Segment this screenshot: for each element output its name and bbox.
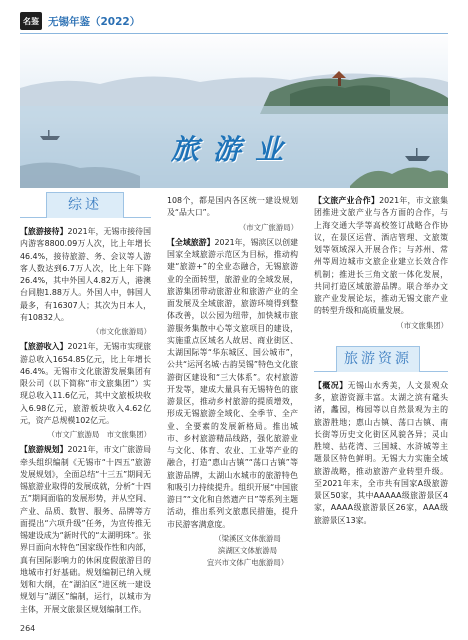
paragraph-resources-overview: [314, 380, 448, 527]
source-note: （市文广旅游局）: [238, 222, 298, 232]
paragraph-text: 108个，都是国内各区统一建设规划及“品大口”。: [167, 196, 298, 218]
paragraph-text: 无锡山水秀美，人文景观众多，旅游资源丰富。太湖之滨有鼋头渚，蠡园，梅园等以自然景观为主的旅游胜地；惠山古镇、荡口古镇、南长街等历史文化街区风貌各异；灵山胜境、拈花湾、三国城、水浒城等主题景区特色鲜明。无锡大力实施全域旅游战略，推动旅游产业转型升级。至2021年末，全市共有国家A级旅游景区50家，其中AAAAA级旅游景区4家，AAAA级旅游景区26家，AAA级旅游景区13家。: [314, 380, 448, 525]
paragraph-industry-cooperation: [314, 195, 448, 318]
source-note: （市文旅集团）: [396, 320, 448, 330]
paragraph-text: 2021年，无锡市实现旅游总收入1654.85亿元，比上年增长46.4%。无锡市文化旅游发展集团有限公司（以下简称“市文旅集团”）实现总收入11.6亿元，其中文旅板块收入6.98亿元，旅游板块收入4.62亿元，资产总规模102亿元。: [20, 342, 151, 425]
paragraph-tourism-reception: [20, 226, 151, 324]
column-2: [167, 195, 298, 572]
running-title: 无锡年鉴（2022）: [48, 15, 141, 28]
paragraph-key: 【全域旅游】: [167, 237, 215, 247]
paragraph-tourism-planning: [20, 444, 151, 614]
section-title: 综述: [46, 192, 124, 218]
paragraph-key: 【概况】: [314, 380, 348, 390]
section-title: 旅游资源: [336, 346, 420, 372]
paragraph-continued: [167, 195, 298, 220]
banner-title: 旅游业: [170, 133, 297, 166]
banner-photo: [20, 36, 448, 188]
paragraph-key: 【旅游收入】: [20, 342, 68, 352]
paragraph-all-area-tourism: [167, 237, 298, 531]
paragraph-text: 2021年，市文旅集团推进文旅产业与各方面的合作，与上海交通大学等高校签订战略合作协议，在景区运营、酒店管理、文旅策划等领域深入开展合作；与苏州、常州等周边城市文旅企业建立长效合作机制；推进长三角文旅一体化发展，共同打造区域旅游品牌。联合举办文旅产业发展论坛，推动无锡文旅产业的转型升级和高质量发展。: [314, 196, 448, 316]
page-header: [20, 10, 140, 32]
paragraph-key: 【旅游规划】: [20, 445, 68, 455]
section-heading-resources: [314, 346, 448, 372]
paragraph-text: 2021年，市文广旅游局牵头组织编制《无锡市“十四五”旅游发展规划》，全面总结“十三五”期间无锡旅游业取得的发展成就，分析“十四五”期间面临的发展形势，并从空间、产业、品质、数智、服务、品牌等方面提出“六项升级”任务，为宣传推无锡建设成为“新时代的“太湖明珠”。张界日面向水特色”国家级作性和内部，真有国际影响力的休闲度假旅游目的地城市打好基础。规划编制已纳入规划和大纲，在“湖泊区”进区统一建设规划与”湖区”编制，运行，以城市为主体，开展文旅景区规划编制工作。: [20, 445, 151, 614]
paragraph-key: 【文旅产业合作】: [314, 196, 380, 205]
source-note: （市文广旅游局 市文旅集团）: [47, 430, 151, 439]
source-note: （市文化旅游局）: [91, 327, 151, 336]
page-number: 264: [20, 624, 36, 633]
paragraph-key: 【旅游接待】: [20, 227, 68, 236]
paragraph-text: 2021年，无锡市接待国内游客8800.09万人次，比上年增长46.4%，接待旅游、务、会议等人游客人数达到6.7万人次，比上年下降26.4%，其中外国人4.82万人，港澳台同胞1.88万人。外国人中，韩国人最多，有16307人；其次为日本人，有10832人。: [20, 227, 151, 322]
column-1: [20, 192, 151, 614]
column-3: [314, 195, 448, 527]
header-rule: [20, 33, 448, 34]
paragraph-tourism-income: [20, 341, 151, 427]
yearbook-logo: 名鉴: [20, 12, 42, 30]
source-note: （梁溪区文体旅游局 滨湖区文体旅游局 宜兴市文体广电旅游局）: [206, 533, 289, 567]
section-heading-overview: [20, 192, 151, 218]
paragraph-text: 2021年，锡滨区以创建国家全域旅游示范区为目标，推动构建“旅游+”的全业态融合，无锡旅游业的全面转型，旅游业的全域发展，旅游集团带动旅游业和旅游产业的全面发展及全域旅游，旅游环境得到整体改善，以公园为纽带，加快城市旅游服务集散中心等文旅项目的建设，实施重点区域名人故居、商业街区、太湖国际等“华东城区、国公城市”，公共“运河名城·古韵吴锡”特色文化旅游街区建设和“三大体系”。农村旅游开发等，建成大量具有无锡特色的旅游景区，推动乡村旅游的提质增效，形成无锡旅游全域化、全季节、全产业、全要素的发展新格局。推出城市、乡村旅游精品线路，强化旅游业与文化、体育、农业、工业等产业的融合，打造“惠山古镇”“荡口古镇”等旅游品牌，太湖山水城市的旅游特色和吸引力持续提升。组织开展“中国旅游日”“文化和自然遗产日”等系列主题活动，推出系列文旅惠民措施，提升市民游客满意度。: [167, 237, 298, 529]
